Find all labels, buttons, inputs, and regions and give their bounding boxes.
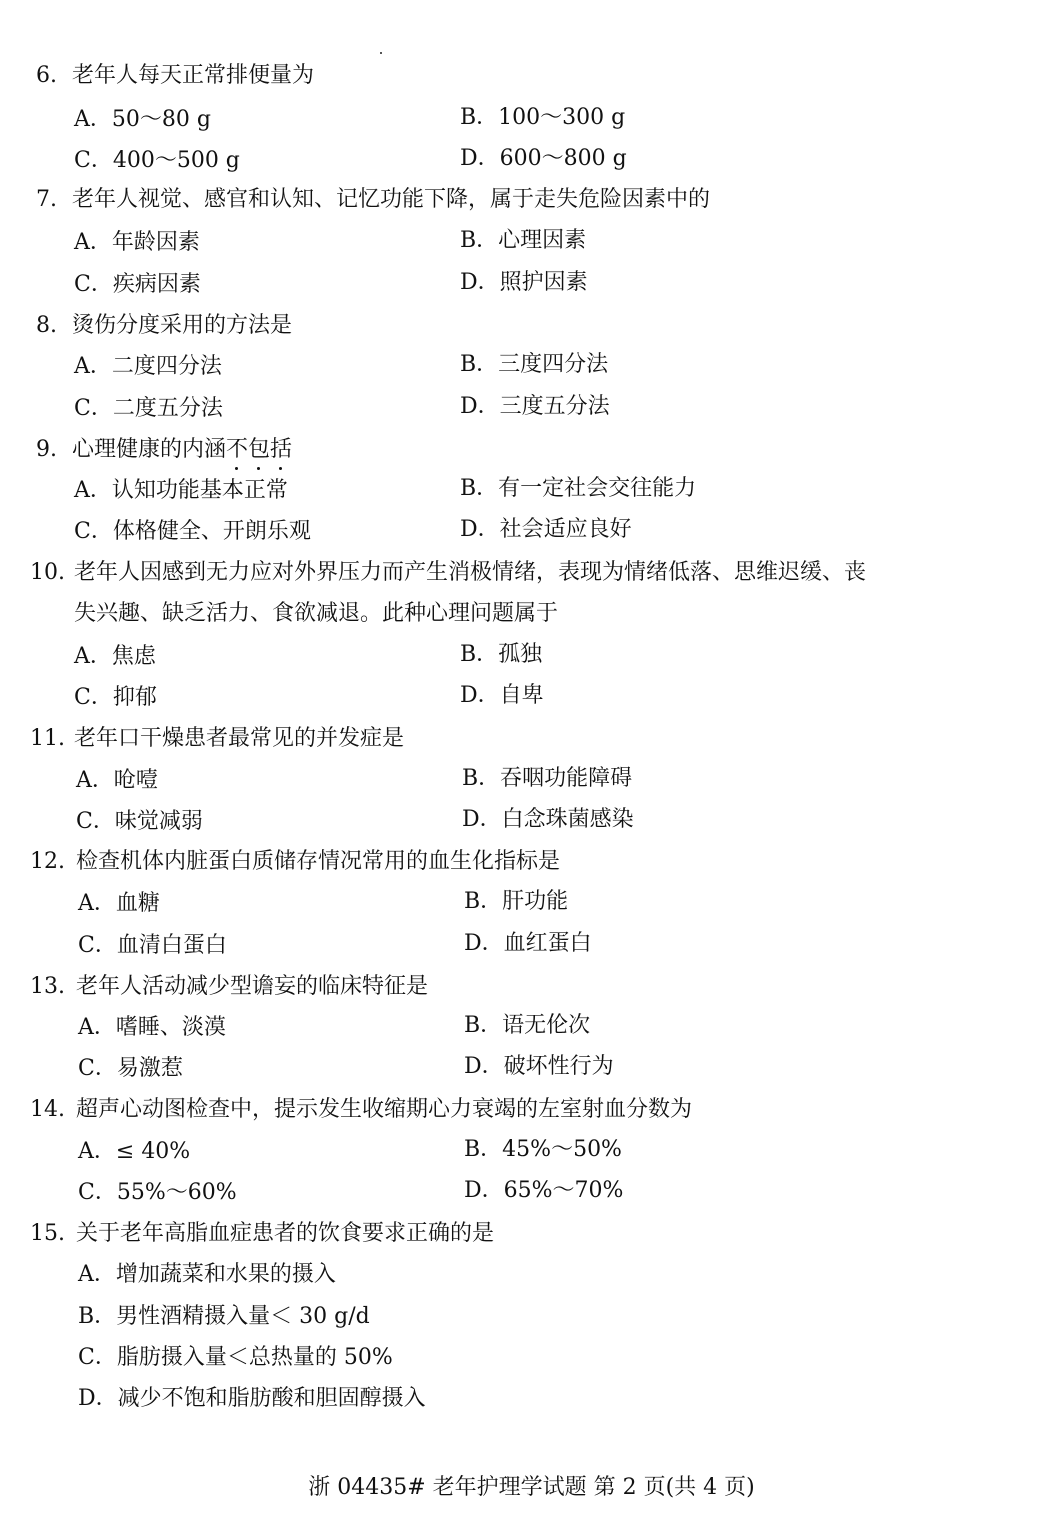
question-number: 9.: [36, 437, 57, 462]
option-a: A．50～80 g: [74, 107, 211, 132]
option-c: C．味觉减弱: [76, 809, 203, 834]
option-c: C．血清白蛋白: [78, 933, 227, 958]
question-14: [30, 1096, 692, 1124]
option-d: D．白念珠菌感染: [462, 807, 634, 832]
question-15: [30, 1220, 494, 1248]
option-a: A．增加蔬菜和水果的摄入: [78, 1262, 336, 1287]
scan-speck: [380, 52, 382, 54]
option-b: B．45%～50%: [464, 1137, 622, 1162]
option-d: D．社会适应良好: [460, 517, 632, 542]
option-b: B．心理因素: [460, 228, 587, 253]
option-c: C．脂肪摄入量＜总热量的 50%: [78, 1345, 393, 1370]
option-d: D．自卑: [460, 683, 544, 708]
emphasis-dot: [257, 467, 260, 470]
option-d: D．破坏性行为: [464, 1054, 614, 1079]
option-a: A．认知功能基本正常: [74, 478, 288, 503]
option-b: B．有一定社会交往能力: [460, 476, 697, 501]
option-b: B．男性酒精摄入量＜ 30 g/d: [78, 1304, 370, 1329]
option-b: B．肝功能: [464, 889, 569, 914]
question-7: [36, 186, 710, 214]
question-stem: 心理健康的内涵: [72, 437, 227, 462]
option-d: D．照护因素: [460, 270, 588, 295]
question-6: [36, 62, 314, 90]
emphasis-text: 不包括: [226, 437, 293, 462]
option-c: C．二度五分法: [74, 396, 223, 421]
option-a: A．血糖: [78, 891, 160, 916]
question-number: 8.: [36, 313, 57, 338]
option-b: B．语无伦次: [464, 1013, 591, 1038]
option-a: A．≤ 40%: [78, 1139, 191, 1164]
option-d: D．600～800 g: [460, 146, 627, 171]
emphasis-dot: [279, 467, 282, 470]
question-number: 11.: [30, 726, 65, 751]
question-12: [30, 848, 560, 876]
option-c: C．400～500 g: [74, 148, 240, 173]
option-b: B．三度四分法: [460, 352, 609, 377]
option-d: D．三度五分法: [460, 394, 610, 419]
question-stem: 检查机体内脏蛋白质储存情况常用的血生化指标是: [76, 849, 561, 874]
option-a: A．二度四分法: [74, 354, 222, 379]
option-d: D．65%～70%: [464, 1178, 624, 1203]
question-number: 15.: [30, 1221, 65, 1246]
question-13: [30, 973, 428, 1001]
option-c: C．易激惹: [78, 1056, 183, 1081]
question-10-continued: 失兴趣、缺乏活力、食欲减退。此种心理问题属于: [74, 601, 559, 626]
option-a: A．嗜睡、淡漠: [78, 1015, 226, 1040]
page-footer: 浙 04435# 老年护理学试题 第 2 页(共 4 页): [308, 1475, 755, 1500]
option-c: C．抑郁: [74, 685, 157, 710]
question-stem: 烫伤分度采用的方法是: [72, 313, 293, 338]
option-d: D．血红蛋白: [464, 931, 592, 956]
option-a: A．年龄因素: [74, 230, 200, 255]
question-stem: 老年人每天正常排便量为: [72, 63, 315, 88]
question-9: [36, 436, 292, 464]
question-8: [36, 312, 292, 340]
question-11: [30, 725, 404, 753]
option-d: D．减少不饱和脂肪酸和胆固醇摄入: [78, 1386, 426, 1411]
option-c: C．疾病因素: [74, 272, 201, 297]
option-a: A．呛噎: [76, 768, 158, 793]
question-stem: 老年人活动减少型谵妄的临床特征是: [76, 974, 429, 999]
question-number: 6.: [36, 63, 57, 88]
question-number: 14.: [30, 1097, 65, 1122]
emphasis-dot: [235, 467, 238, 470]
question-number: 12.: [30, 849, 65, 874]
question-number: 7.: [36, 187, 57, 212]
option-b: B．100～300 g: [460, 105, 626, 130]
option-c: C．55%～60%: [78, 1180, 237, 1205]
question-stem: 老年人视觉、感官和认知、记忆功能下降，属于走失危险因素中的: [72, 187, 711, 212]
option-c: C．体格健全、开朗乐观: [74, 519, 311, 544]
question-stem: 关于老年高脂血症患者的饮食要求正确的是: [76, 1221, 495, 1246]
question-stem: 超声心动图检查中，提示发生收缩期心力衰竭的左室射血分数为: [76, 1097, 693, 1122]
question-10: [30, 559, 866, 587]
emphasized-negation: [226, 437, 292, 462]
question-number: 13.: [30, 974, 65, 999]
question-stem: 老年口干燥患者最常见的并发症是: [74, 726, 405, 751]
option-a: A．焦虑: [74, 644, 156, 669]
question-stem-line-1: 老年人因感到无力应对外界压力而产生消极情绪，表现为情绪低落、思维迟缓、丧: [74, 560, 867, 585]
option-b: B．吞咽功能障碍: [462, 766, 633, 791]
question-number: 10.: [30, 560, 65, 585]
option-b: B．孤独: [460, 642, 543, 667]
